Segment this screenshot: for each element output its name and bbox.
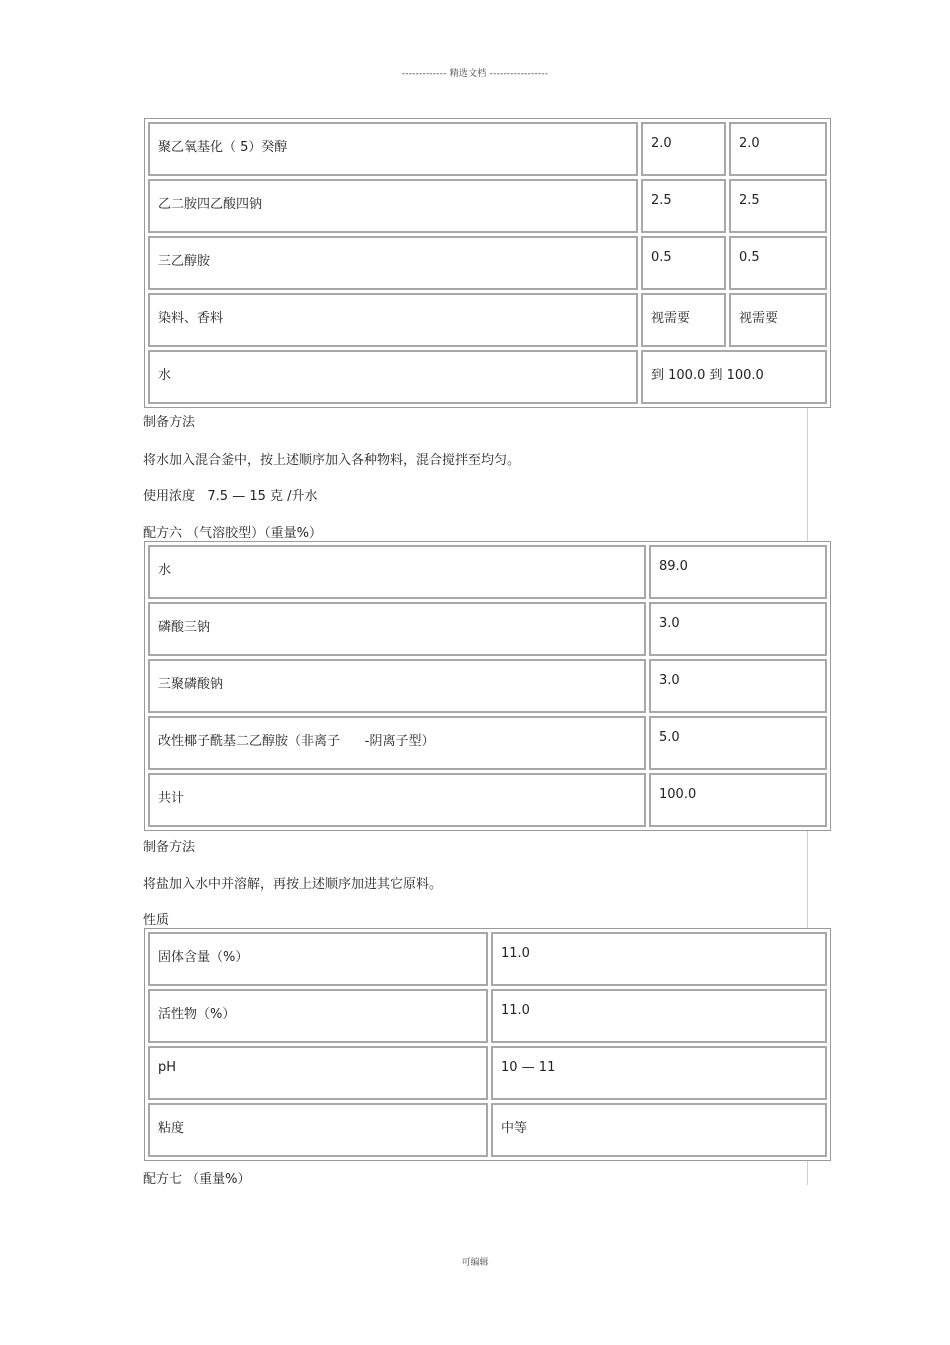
table-row — [148, 659, 827, 713]
table-cell: 到 100.0 到 100.0 — [641, 350, 827, 404]
page-footer: 可编辑 — [461, 1258, 489, 1268]
table-cell: 磷酸三钠 — [148, 602, 646, 656]
table-cell: 活性物（%） — [148, 989, 488, 1043]
right-margin-line — [807, 1160, 808, 1185]
table-row — [148, 1046, 827, 1100]
table-row — [148, 773, 827, 827]
table-cell: 共计 — [148, 773, 646, 827]
preparation-step: 将盐加入水中并溶解，再按上述顺序加进其它原料。 — [143, 877, 443, 892]
section-title: 制备方法 — [143, 840, 196, 855]
table-cell: 2.5 — [641, 179, 726, 233]
table-row — [148, 716, 827, 770]
right-margin-line — [807, 830, 808, 930]
table-cell: 2.0 — [641, 122, 726, 176]
table-cell: 0.5 — [729, 236, 827, 290]
section-title: 制备方法 — [143, 415, 196, 430]
properties-title: 性质 — [143, 913, 170, 928]
table-cell: 乙二胺四乙酸四钠 — [148, 179, 638, 233]
table-cell: 三乙醇胺 — [148, 236, 638, 290]
preparation-step: 将水加入混合釜中，按上述顺序加入各种物料，混合搅拌至均匀。 — [143, 453, 521, 468]
table-cell: 三聚磷酸钠 — [148, 659, 646, 713]
table-cell: 改性椰子酰基二乙醇胺（非离子 -阴离子型） — [148, 716, 646, 770]
formula-title: 配方六 （气溶胶型）（重量%） — [143, 526, 322, 541]
table-cell: 视需要 — [641, 293, 726, 347]
table-row — [148, 602, 827, 656]
table-cell: 89.0 — [649, 545, 827, 599]
table-row — [148, 545, 827, 599]
table-row — [148, 989, 827, 1043]
table-row — [148, 236, 827, 290]
table-cell: 3.0 — [649, 602, 827, 656]
table-cell: 水 — [148, 350, 638, 404]
table-cell: 染料、香料 — [148, 293, 638, 347]
ingredients-table-2 — [144, 541, 831, 831]
table-cell: 水 — [148, 545, 646, 599]
table-cell: 11.0 — [491, 932, 827, 986]
table-cell: 0.5 — [641, 236, 726, 290]
table-row — [148, 1103, 827, 1157]
table-row — [148, 179, 827, 233]
ingredients-table-1 — [144, 118, 831, 408]
right-margin-line — [807, 405, 808, 542]
table-row — [148, 293, 827, 347]
table-cell: 中等 — [491, 1103, 827, 1157]
table-row — [148, 932, 827, 986]
table-row — [148, 350, 827, 404]
table-cell: pH — [148, 1046, 488, 1100]
table-cell: 视需要 — [729, 293, 827, 347]
table-cell: 5.0 — [649, 716, 827, 770]
table-cell: 聚乙氧基化（ 5）癸醇 — [148, 122, 638, 176]
table-cell: 2.5 — [729, 179, 827, 233]
table-cell: 11.0 — [491, 989, 827, 1043]
formula-title: 配方七 （重量%） — [143, 1172, 251, 1187]
properties-table — [144, 928, 831, 1161]
table-cell: 粘度 — [148, 1103, 488, 1157]
table-cell: 10 — 11 — [491, 1046, 827, 1100]
table-cell: 3.0 — [649, 659, 827, 713]
table-cell: 100.0 — [649, 773, 827, 827]
usage-concentration: 使用浓度 7.5 — 15 克 /升水 — [143, 489, 318, 504]
table-cell: 固体含量（%） — [148, 932, 488, 986]
page-header: ------------- 精选文档 ----------------- — [401, 69, 549, 79]
table-row — [148, 122, 827, 176]
table-cell: 2.0 — [729, 122, 827, 176]
